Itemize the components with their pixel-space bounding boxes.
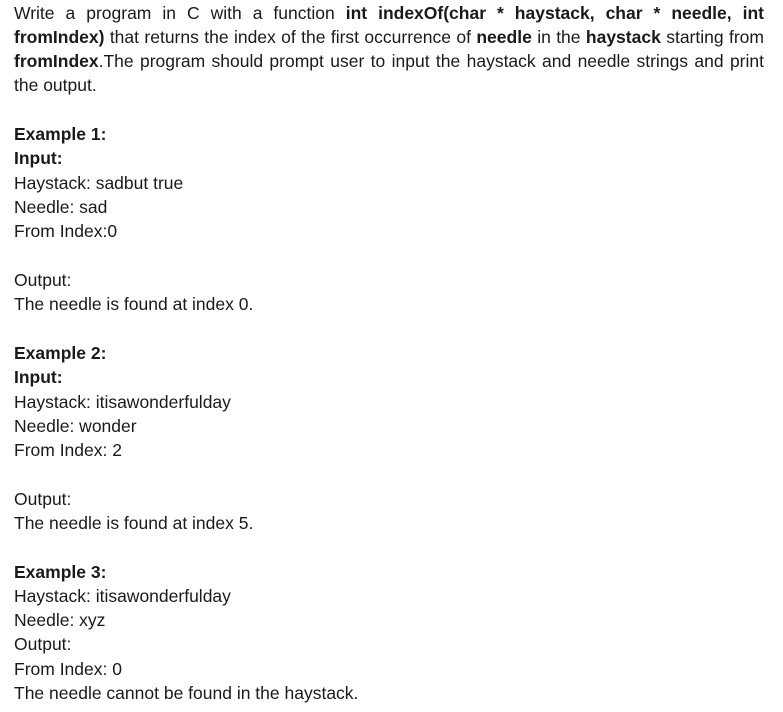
example-1-from-index: From Index:0	[14, 221, 118, 241]
intro-text-2: that returns the index of the first occurrence of	[104, 27, 477, 47]
example-3-from-index: From Index: 0	[14, 659, 122, 679]
example-3-heading: Example 3:	[14, 562, 107, 582]
haystack-term: haystack	[585, 27, 661, 47]
intro-text-3: in the	[531, 27, 586, 47]
intro-text-1: Write a program in C with a function	[14, 3, 346, 23]
problem-statement	[14, 1, 764, 97]
example-2-needle: Needle: wonder	[14, 416, 137, 436]
example-2-input-label: Input:	[14, 367, 63, 387]
example-2-output-label: Output:	[14, 489, 72, 509]
example-1-input-label: Input:	[14, 148, 63, 168]
example-1-heading: Example 1:	[14, 124, 107, 144]
intro-text-5: .The program should prompt user to input the haystack and needle strings and print the output.	[14, 51, 764, 95]
function-signature: int indexOf(char * haystack, char * needle, int fromIndex)	[14, 3, 764, 47]
intro-text-4: starting from	[660, 27, 764, 47]
example-3-needle: Needle: xyz	[14, 610, 106, 630]
example-3-output: The needle cannot be found in the haystack.	[14, 683, 359, 703]
from-index-term: fromIndex	[14, 51, 99, 71]
example-2-haystack: Haystack: itisawonderfulday	[14, 392, 231, 412]
example-1-needle: Needle: sad	[14, 197, 108, 217]
needle-term: needle	[476, 27, 532, 47]
example-1-haystack: Haystack: sadbut true	[14, 173, 184, 193]
example-2-from-index: From Index: 2	[14, 440, 122, 460]
example-3-output-label: Output:	[14, 634, 72, 654]
example-1-output: The needle is found at index 0.	[14, 294, 254, 314]
example-1-output-label: Output:	[14, 270, 72, 290]
example-2-heading: Example 2:	[14, 343, 107, 363]
example-2-output: The needle is found at index 5.	[14, 513, 254, 533]
example-3-haystack: Haystack: itisawonderfulday	[14, 586, 231, 606]
